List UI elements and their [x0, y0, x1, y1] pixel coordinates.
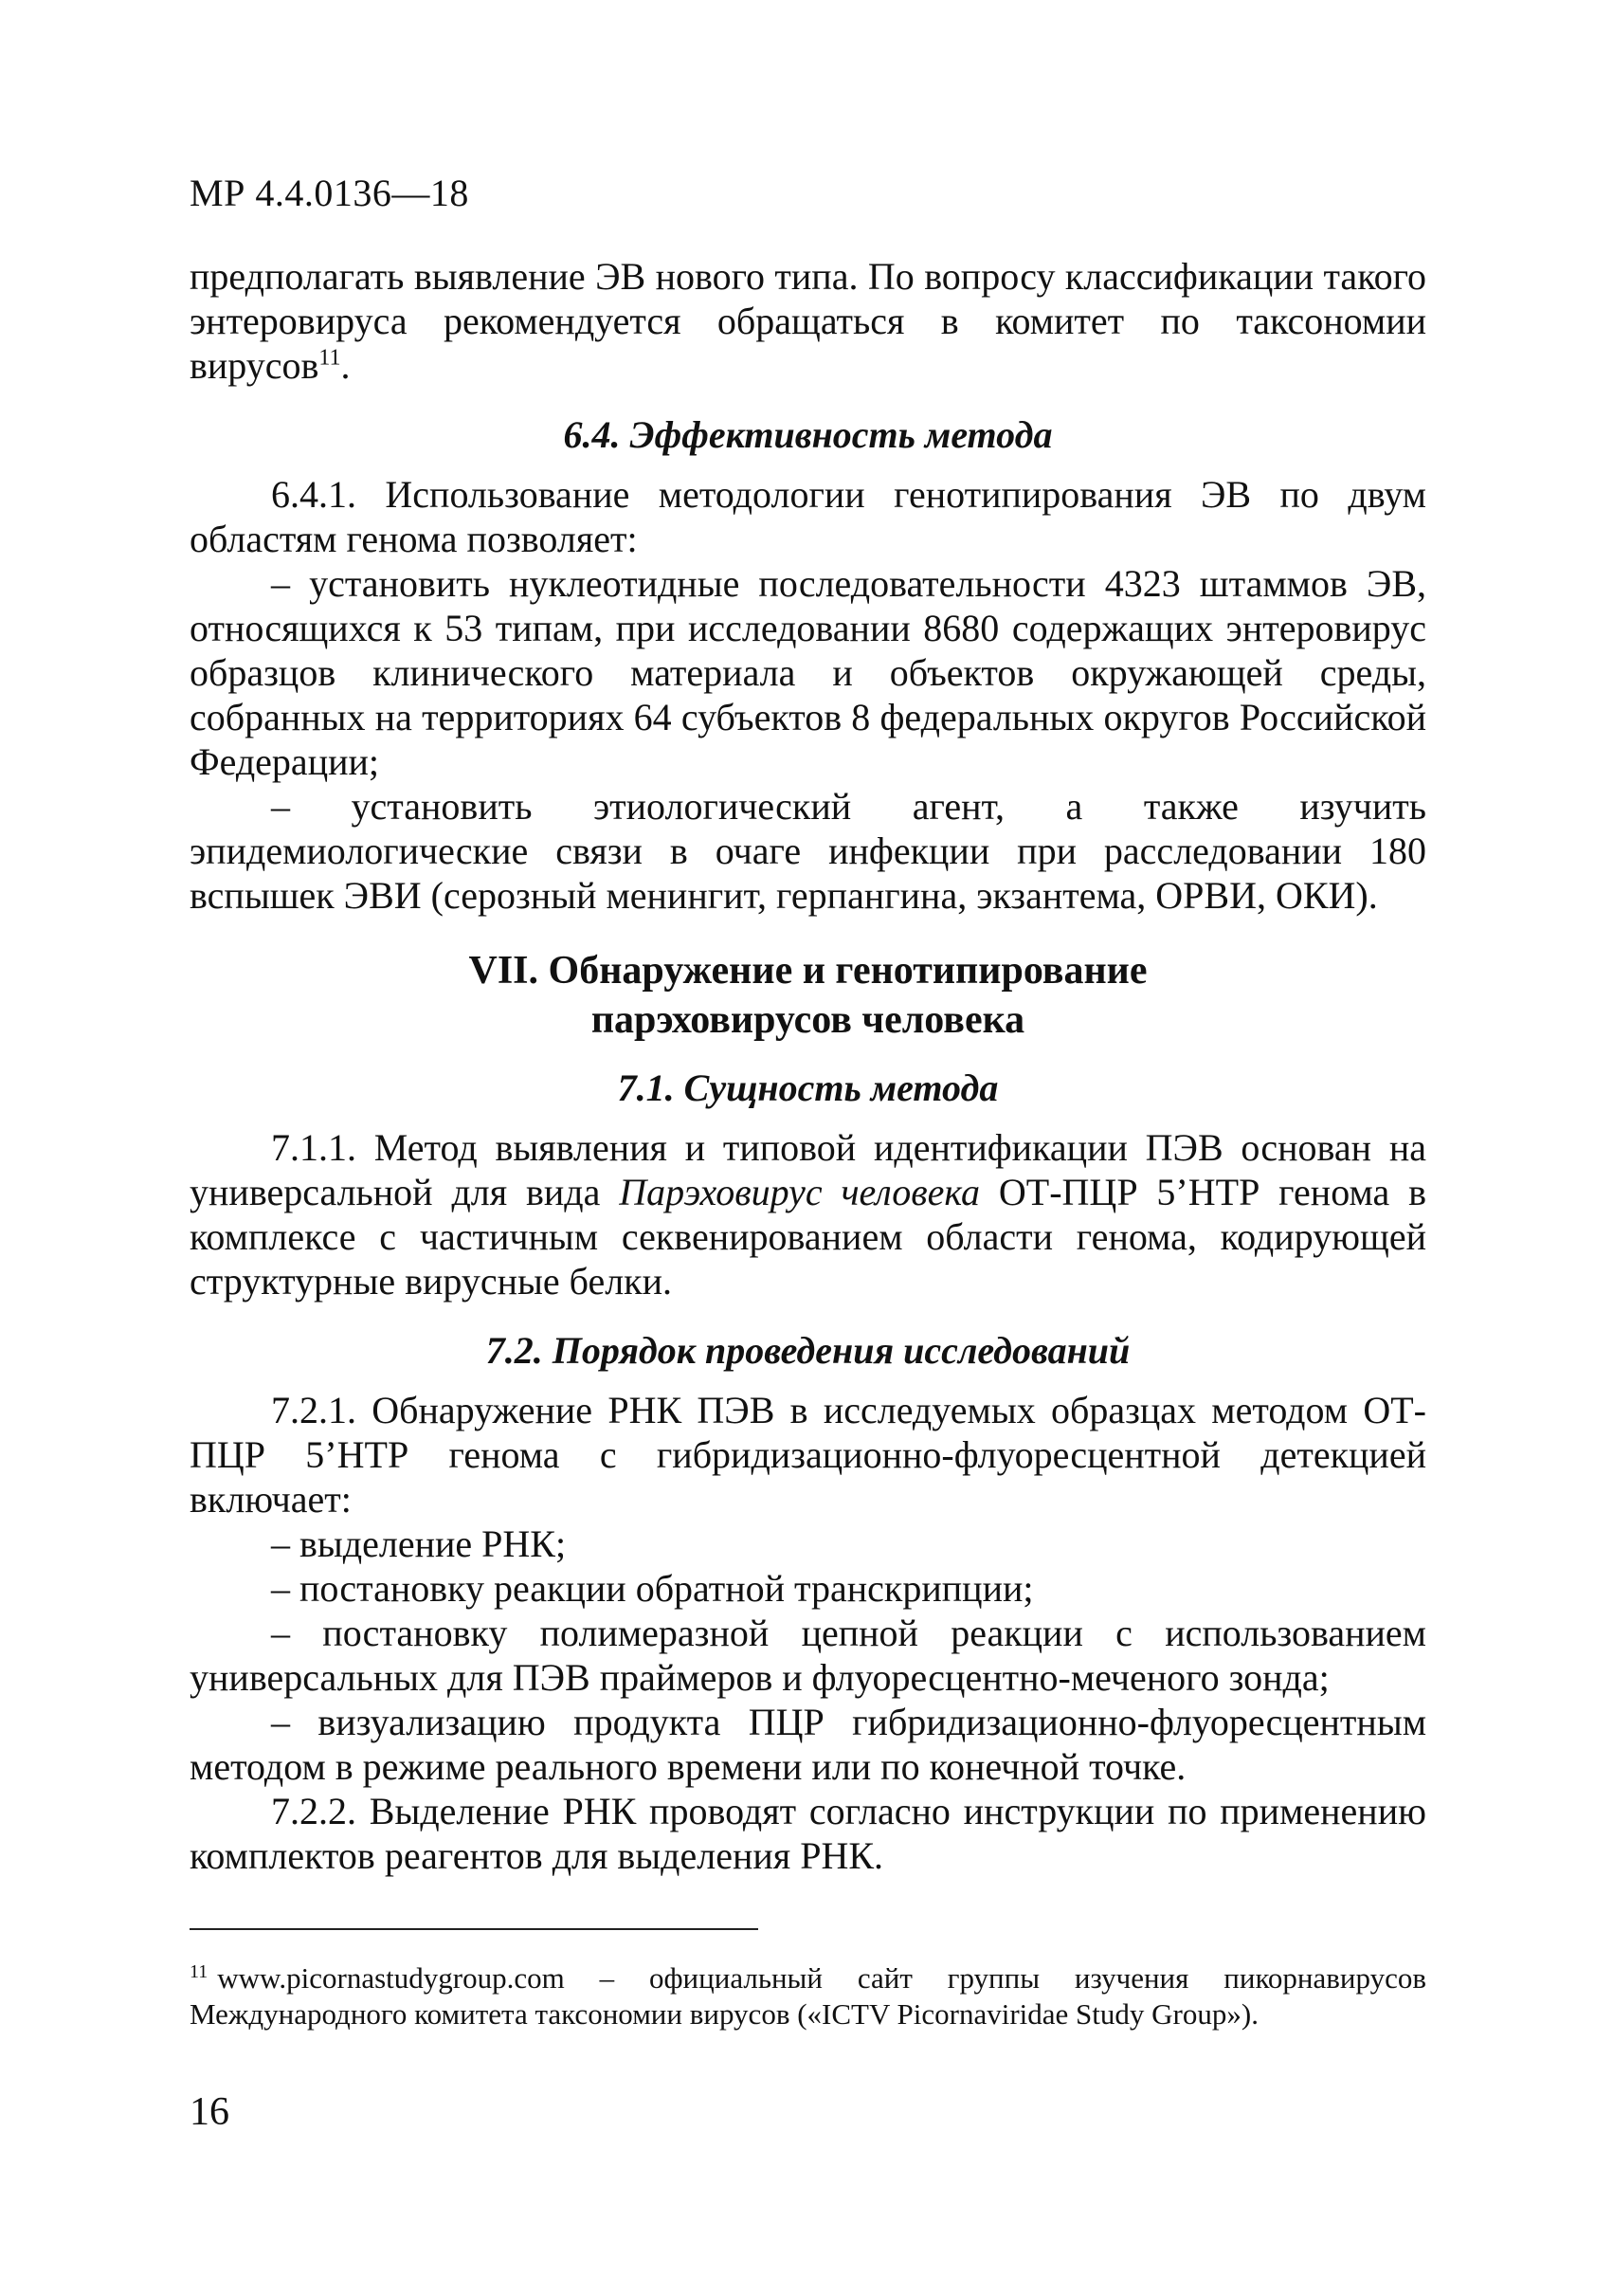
intro-tail: .	[340, 344, 351, 387]
section-7-1-text-start: 7.1.1. Метод выявления и типовой идентификации ПЭВ основан на универсальной для вида	[190, 1126, 1426, 1213]
section-6-4-paragraph-2: – установить нуклеотидные последовательности 4323 штаммов ЭВ, относящихся к 53 типам, при исследовании 8680 содержащих энтеровирус образцов клинического материала и объектов окружающей среды, собранных на территориях 64 субъектов 8 федеральных округов Российской Федерации;	[190, 562, 1426, 783]
footnote-reference[interactable]: 11	[318, 345, 341, 371]
main-body	[190, 254, 1426, 1878]
footnote	[190, 1960, 1426, 2032]
section-7-1-text-end: ОТ-ПЦР 5’НТР генома в комплексе с частичным секвенированием области генома, кодирующей структурные вирусные белки.	[190, 1171, 1426, 1303]
species-name: Парэховирус человека	[619, 1171, 981, 1213]
section-6-4-paragraph-1: 6.4.1. Использование методологии генотипирования ЭВ по двум областям генома позволяет:	[190, 473, 1426, 560]
chapter-7-title-line-1: VII. Обнаружение и генотипирование	[468, 949, 1148, 993]
list-item-visualization: – визуализацию продукта ПЦР гибридизационно-флуоресцентным методом в режиме реального времени или по конечной точке.	[190, 1701, 1426, 1788]
chapter-7-title-line-2: парэховирусов человека	[590, 998, 1025, 1042]
section-6-4-paragraph-3: – установить этиологический агент, а также изучить эпидемиологические связи в очаге инфекции при расследовании 180 вспышек ЭВИ (серозный менингит, герпангина, экзантема, ОРВИ, ОКИ).	[190, 785, 1426, 917]
intro-text: предполагать выявление ЭВ нового типа. По вопросу классификации такого энтеровируса рекомендуется обращаться в комитет по таксономии вирусов	[190, 255, 1426, 387]
section-7-2-title: 7.2. Порядок проведения исследований	[485, 1329, 1131, 1372]
section-7-2-paragraph-2: 7.2.2. Выделение РНК проводят согласно инструкции по применению комплектов реагентов для выделения РНК.	[190, 1790, 1426, 1877]
list-item-pcr: – постановку полимеразной цепной реакции с использованием универсальных для ПЭВ праймеров и флуоресцентно-меченого зонда;	[190, 1612, 1426, 1699]
section-6-4-title: 6.4. Эффективность метода	[563, 413, 1053, 456]
list-item-reverse-transcription: – постановку реакции обратной транскрипции;	[271, 1567, 1034, 1610]
list-item-rna-extraction: – выделение РНК;	[271, 1522, 567, 1565]
footnote-mark: 11	[190, 1960, 208, 1982]
section-7-2-paragraph-1: 7.2.1. Обнаружение РНК ПЭВ в исследуемых образцах методом ОТ-ПЦР 5’НТР генома с гибридизационно-флуоресцентной детекцией включает:	[190, 1389, 1426, 1521]
section-7-1-title: 7.1. Сущность метода	[617, 1066, 999, 1109]
section-7-1-paragraph	[190, 1125, 1426, 1303]
intro-paragraph	[190, 254, 1426, 388]
page-number: 16	[190, 2090, 229, 2134]
document-code-header: МР 4.4.0136—18	[190, 172, 469, 214]
footnote-text: www.picornastudygroup.com – официальный сайт группы изучения пикорнавирусов Международного комитета таксономии вирусов («ICTV Picornaviridae Study Group»).	[190, 1961, 1426, 2031]
footnote-divider	[190, 1928, 758, 1930]
